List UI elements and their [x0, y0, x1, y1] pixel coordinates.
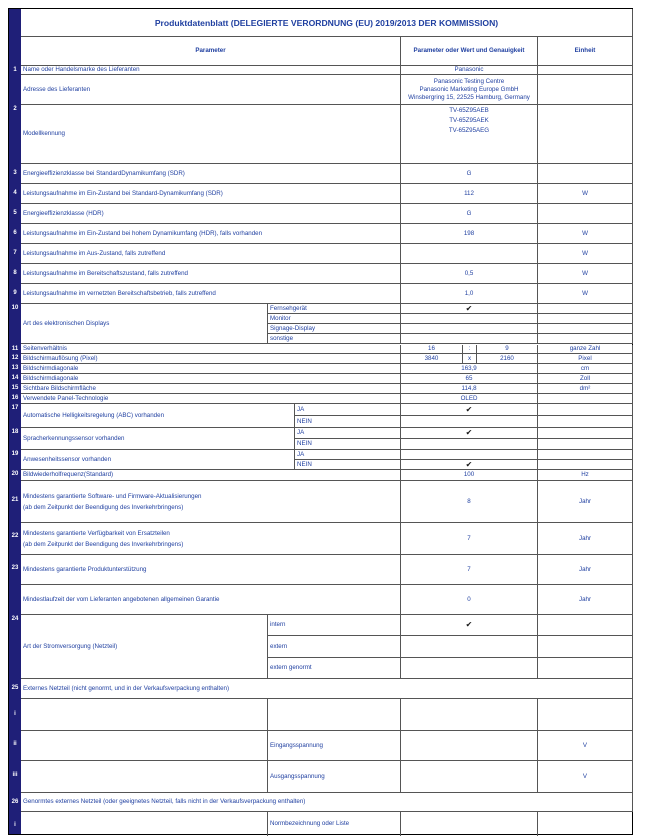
value-supplier-name: Panasonic [401, 66, 538, 75]
value-diagonal-inch: 65 [401, 374, 538, 384]
value-psu-i [401, 699, 538, 731]
row-number: 9 [13, 290, 17, 296]
check-presence-yes [401, 450, 538, 460]
label-standard-psu: Genormtes externes Netzteil (oder geeignetes Netzteil, falls nicht in der Verkaufsverpackung enthalten) [21, 793, 633, 812]
label-external-psu: Externes Netzteil (nicht genormt, und in der Verkaufsverpackung enthalten) [21, 679, 633, 699]
unit-cell [538, 75, 633, 105]
unit-power-standby: W [538, 264, 633, 284]
value-power-on-hdr: 198 [401, 224, 538, 244]
label-line: (ab dem Zeitpunkt der Beendigung des Inverkehrbringens) [23, 540, 184, 548]
unit-cell [538, 658, 633, 679]
row-number: 26 [11, 799, 19, 805]
unit-cell [538, 699, 633, 731]
unit-cell [538, 66, 633, 75]
value-software-updates: 8 [401, 481, 538, 523]
option-no: NEIN [295, 460, 401, 470]
option-monitor: Monitor [268, 314, 401, 324]
unit-spare-parts: Jahr [538, 523, 633, 555]
check-internal [401, 615, 538, 636]
sub-label-psu-i [268, 699, 401, 731]
value-aspect-b: 9 [477, 345, 538, 354]
row-number: 16 [11, 395, 19, 401]
unit-cell [538, 439, 633, 450]
unit-diagonal-cm: cm [538, 364, 633, 374]
unit-cell [538, 324, 633, 334]
checkmark-icon: ✔ [465, 428, 473, 437]
checkmark-icon: ✔ [465, 304, 473, 313]
label-aspect-ratio: Seitenverhältnis [21, 345, 401, 354]
product-data-sheet [8, 8, 633, 835]
option-yes: JA [295, 450, 401, 460]
label-standard-psu-i [21, 812, 268, 836]
unit-output-voltage: V [538, 761, 633, 793]
unit-product-support: Jahr [538, 555, 633, 585]
label-spare-parts [21, 523, 401, 555]
row-number: 12 [11, 355, 19, 361]
unit-input-voltage: V [538, 731, 633, 761]
value-supplier-address [401, 75, 538, 105]
option-signage: Signage-Display [268, 324, 401, 334]
model-line: TV-65Z95AEB [449, 107, 489, 114]
value-energy-class-sdr: G [401, 164, 538, 184]
label-software-updates [21, 481, 401, 523]
unit-cell [538, 460, 633, 470]
value-power-off [401, 244, 538, 264]
row-number: 18 [11, 429, 19, 435]
check-other [401, 334, 538, 344]
option-no: NEIN [295, 416, 401, 428]
value-output-voltage [401, 761, 538, 793]
value-spare-parts: 7 [401, 523, 538, 555]
value-refresh-rate: 100 [401, 470, 538, 481]
unit-power-on-hdr: W [538, 224, 633, 244]
checkmark-icon: ✔ [465, 460, 473, 469]
row-number: 22 [11, 533, 19, 539]
label-line: (ab dem Zeitpunkt der Beendigung des Inverkehrbringens) [23, 503, 184, 511]
check-presence-no [401, 460, 538, 470]
label-display-type: Art des elektronischen Displays [21, 304, 268, 344]
label-input-voltage: Eingangsspannung [268, 731, 401, 761]
row-number: 5 [13, 210, 17, 216]
label-supplier-name: Name oder Handelsmarke des Lieferanten [21, 66, 401, 75]
sheet-title: Produktdatenblatt (DELEGIERTE VERORDNUNG (EU) 2019/2013 DER KOMMISSION) [21, 9, 633, 37]
unit-power-networked-standby: W [538, 284, 633, 304]
check-signage [401, 324, 538, 334]
label-output-voltage: Ausgangsspannung [268, 761, 401, 793]
check-voice-yes [401, 428, 538, 439]
unit-cell [538, 416, 633, 428]
row-number: 6 [13, 230, 17, 236]
header-value: Parameter oder Wert und Genauigkeit [401, 37, 538, 66]
unit-cell [538, 404, 633, 416]
label-power-standby: Leistungsaufnahme im Bereitschaftszustand, falls zutreffend [21, 264, 401, 284]
value-panel-technology: OLED [401, 394, 538, 404]
value-warranty: 0 [401, 585, 538, 615]
value-resolution-h: 2160 [477, 354, 538, 364]
option-other: sonstige [268, 334, 401, 344]
label-energy-class-hdr: Energieeffizienzklasse (HDR) [21, 204, 401, 224]
option-tv: Fernsehgerät [268, 304, 401, 314]
row-number: i [14, 822, 16, 828]
label-power-on-sdr: Leistungsaufnahme im Ein-Zustand bei Standard-Dynamikumfang (SDR) [21, 184, 401, 204]
row-number: 20 [11, 471, 19, 477]
row-number: 8 [13, 270, 17, 276]
label-psu-i [21, 699, 268, 731]
label-diagonal-cm: Bildschirmdiagonale [21, 364, 401, 374]
checkmark-icon: ✔ [465, 620, 473, 629]
value-power-networked-standby: 1,0 [401, 284, 538, 304]
option-internal: intern [268, 615, 401, 636]
check-tv [401, 304, 538, 314]
value-power-standby: 0,5 [401, 264, 538, 284]
value-aspect-sep: : [463, 345, 477, 354]
option-yes: JA [295, 404, 401, 416]
unit-cell [538, 314, 633, 324]
unit-visible-area: dm² [538, 384, 633, 394]
unit-cell [538, 334, 633, 344]
row-number: ii [13, 741, 17, 747]
label-power-off: Leistungsaufnahme im Aus-Zustand, falls zutreffend [21, 244, 401, 264]
label-resolution: Bildschirmauflösung (Pixel) [21, 354, 401, 364]
row-number: 21 [11, 497, 19, 503]
option-yes: JA [295, 428, 401, 439]
row-number: 2 [13, 106, 17, 112]
unit-diagonal-inch: Zoll [538, 374, 633, 384]
check-monitor [401, 314, 538, 324]
value-visible-area: 114,8 [401, 384, 538, 394]
label-line: Mindestens garantierte Verfügbarkeit von Ersatzteilen [23, 529, 170, 537]
value-standard-designation [401, 812, 538, 836]
unit-warranty: Jahr [538, 585, 633, 615]
unit-power-on-sdr: W [538, 184, 633, 204]
label-warranty: Mindestlaufzeit der vom Lieferanten angebotenen allgemeinen Garantie [21, 585, 401, 615]
row-number: 25 [11, 685, 19, 691]
label-power-on-hdr: Leistungsaufnahme im Ein-Zustand bei hohem Dynamikumfang (HDR), falls vorhanden [21, 224, 401, 244]
check-external [401, 636, 538, 658]
label-psu-ii [21, 731, 268, 761]
model-line: TV-65Z95AEG [448, 127, 490, 134]
value-input-voltage [401, 731, 538, 761]
row-number: 17 [11, 405, 19, 411]
label-line: Mindestens garantierte Software- und Firmware-Aktualisierungen [23, 492, 202, 500]
row-number: 19 [11, 451, 19, 457]
option-no: NEIN [295, 439, 401, 450]
address-line: Panasonic Testing Centre [433, 77, 505, 85]
check-abc-no [401, 416, 538, 428]
value-aspect-a: 16 [401, 345, 463, 354]
label-power-networked-standby: Leistungsaufnahme im vernetzten Bereitschaftsbetrieb, falls zutreffend [21, 284, 401, 304]
row-number: 23 [11, 565, 19, 571]
row-number: 4 [13, 190, 17, 196]
unit-cell [538, 615, 633, 636]
unit-aspect-ratio: ganze Zahl [538, 345, 633, 354]
value-power-on-sdr: 112 [401, 184, 538, 204]
value-resolution-w: 3840 [401, 354, 463, 364]
check-abc-yes [401, 404, 538, 416]
unit-cell [538, 394, 633, 404]
unit-cell [538, 164, 633, 184]
label-power-supply-type: Art der Stromversorgung (Netzteil) [21, 615, 268, 679]
value-diagonal-cm: 163,9 [401, 364, 538, 374]
label-panel-technology: Verwendete Panel-Technologie [21, 394, 401, 404]
label-voice-sensor: Spracherkennungssensor vorhanden [21, 428, 295, 450]
row-number: 11 [11, 346, 19, 352]
address-line: Winsbergring 15, 22525 Hamburg, Germany [408, 93, 530, 101]
row-number: 14 [11, 375, 19, 381]
row-number: 24 [11, 616, 19, 622]
check-external-standard [401, 658, 538, 679]
row-number: i [14, 711, 16, 717]
row-number: iii [12, 772, 18, 778]
checkmark-icon: ✔ [465, 404, 473, 414]
address-line: Panasonic Marketing Europe GmbH [419, 85, 519, 93]
label-model-id: Modellkennung [21, 105, 401, 164]
option-external-standard: extern genormt [268, 658, 401, 679]
label-standard-designation: Normbezeichnung oder Liste [268, 812, 401, 836]
row-number: 13 [11, 365, 19, 371]
value-model-id [401, 105, 538, 164]
value-resolution-sep: x [463, 354, 477, 364]
unit-software-updates: Jahr [538, 481, 633, 523]
label-product-support: Mindestens garantierte Produktunterstützung [21, 555, 401, 585]
label-energy-class-sdr: Energieeffizienzklasse bei StandardDynamikumfang (SDR) [21, 164, 401, 184]
header-parameter: Parameter [21, 37, 401, 66]
header-unit: Einheit [538, 37, 633, 66]
row-number: 10 [11, 305, 19, 311]
unit-cell [538, 450, 633, 460]
row-number: 3 [13, 170, 17, 176]
label-abc: Automatische Helligkeitsregelung (ABC) vorhanden [21, 404, 295, 428]
value-product-support: 7 [401, 555, 538, 585]
unit-cell [538, 304, 633, 314]
unit-refresh-rate: Hz [538, 470, 633, 481]
label-psu-iii [21, 761, 268, 793]
value-energy-class-hdr: G [401, 204, 538, 224]
label-refresh-rate: Bildwiederholfrequenz(Standard) [21, 470, 401, 481]
row-number: 1 [13, 67, 17, 73]
check-voice-no [401, 439, 538, 450]
unit-cell [538, 428, 633, 439]
label-supplier-address: Adresse des Lieferanten [21, 75, 401, 105]
unit-cell [538, 812, 633, 836]
row-number: 7 [13, 250, 17, 256]
unit-power-off: W [538, 244, 633, 264]
model-line: TV-65Z95AEK [449, 117, 489, 124]
unit-cell [538, 105, 633, 164]
label-presence-sensor: Anwesenheitssensor vorhanden [21, 450, 295, 470]
option-external: extern [268, 636, 401, 658]
label-visible-area: Sichtbare Bildschirmfläche [21, 384, 401, 394]
unit-cell [538, 204, 633, 224]
unit-cell [538, 636, 633, 658]
row-number: 15 [11, 385, 19, 391]
unit-resolution: Pixel [538, 354, 633, 364]
label-diagonal-inch: Bildschirmdiagonale [21, 374, 401, 384]
